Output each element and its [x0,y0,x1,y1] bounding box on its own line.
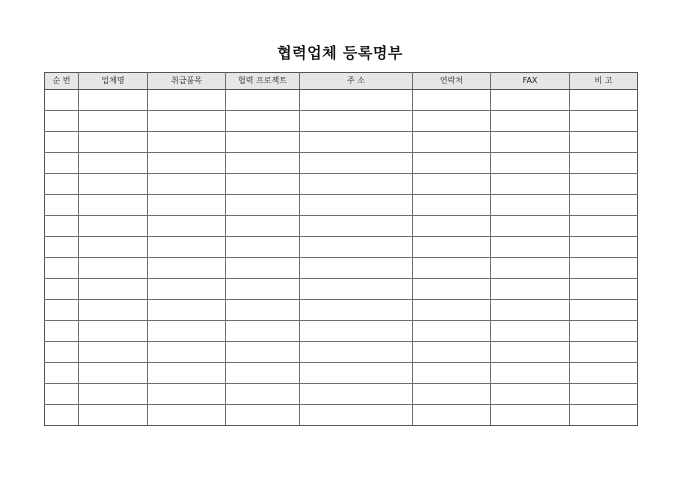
cell-items-handled[interactable] [148,132,226,153]
cell-address[interactable] [300,237,413,258]
cell-company-name[interactable] [79,279,148,300]
cell-address[interactable] [300,321,413,342]
table-row [45,90,638,111]
cell-address[interactable] [300,132,413,153]
partner-registry-table [44,72,638,426]
page-title: 협력업체 등록명부 [277,44,403,62]
cell-company-name[interactable] [79,363,148,384]
cell-fax[interactable] [491,300,570,321]
cell-contact[interactable] [413,111,491,132]
cell-number[interactable] [45,174,79,195]
cell-contact[interactable] [413,258,491,279]
cell-items-handled[interactable] [148,195,226,216]
cell-number[interactable] [45,90,79,111]
cell-number[interactable] [45,300,79,321]
cell-partner-project[interactable] [226,384,300,405]
cell-remarks[interactable] [570,384,638,405]
column-header-partner-project: 협력 프로젝트 [226,73,300,90]
cell-remarks[interactable] [570,363,638,384]
cell-contact[interactable] [413,195,491,216]
cell-partner-project[interactable] [226,153,300,174]
cell-company-name[interactable] [79,321,148,342]
cell-company-name[interactable] [79,237,148,258]
cell-remarks[interactable] [570,279,638,300]
cell-partner-project[interactable] [226,321,300,342]
column-header-items-handled: 취급품목 [148,73,226,90]
table-row [45,342,638,363]
cell-address[interactable] [300,258,413,279]
cell-remarks[interactable] [570,321,638,342]
cell-address[interactable] [300,153,413,174]
cell-contact[interactable] [413,384,491,405]
cell-contact[interactable] [413,300,491,321]
cell-address[interactable] [300,111,413,132]
cell-partner-project[interactable] [226,195,300,216]
cell-fax[interactable] [491,174,570,195]
table-row [45,216,638,237]
cell-items-handled[interactable] [148,111,226,132]
cell-number[interactable] [45,363,79,384]
cell-number[interactable] [45,216,79,237]
cell-contact[interactable] [413,132,491,153]
column-header-company-name: 업체명 [79,73,148,90]
cell-number[interactable] [45,132,79,153]
cell-items-handled[interactable] [148,384,226,405]
cell-contact[interactable] [413,342,491,363]
cell-partner-project[interactable] [226,216,300,237]
cell-partner-project[interactable] [226,405,300,426]
cell-address[interactable] [300,174,413,195]
cell-company-name[interactable] [79,405,148,426]
cell-contact[interactable] [413,153,491,174]
cell-fax[interactable] [491,153,570,174]
cell-address[interactable] [300,405,413,426]
cell-partner-project[interactable] [226,279,300,300]
cell-number[interactable] [45,405,79,426]
table-row [45,237,638,258]
cell-items-handled[interactable] [148,405,226,426]
cell-address[interactable] [300,363,413,384]
table-row [45,132,638,153]
cell-number[interactable] [45,342,79,363]
column-header-remarks: 비 고 [570,73,638,90]
cell-contact[interactable] [413,90,491,111]
table-row [45,153,638,174]
cell-contact[interactable] [413,237,491,258]
cell-remarks[interactable] [570,90,638,111]
cell-partner-project[interactable] [226,237,300,258]
table-row [45,405,638,426]
cell-company-name[interactable] [79,342,148,363]
cell-fax[interactable] [491,195,570,216]
cell-address[interactable] [300,90,413,111]
cell-contact[interactable] [413,321,491,342]
cell-address[interactable] [300,384,413,405]
cell-partner-project[interactable] [226,174,300,195]
cell-remarks[interactable] [570,258,638,279]
cell-partner-project[interactable] [226,90,300,111]
cell-company-name[interactable] [79,174,148,195]
table-header-row [45,73,638,90]
table-row [45,300,638,321]
cell-number[interactable] [45,195,79,216]
table-row [45,111,638,132]
cell-number[interactable] [45,384,79,405]
cell-items-handled[interactable] [148,258,226,279]
cell-remarks[interactable] [570,111,638,132]
cell-address[interactable] [300,279,413,300]
cell-contact[interactable] [413,405,491,426]
cell-number[interactable] [45,237,79,258]
cell-address[interactable] [300,195,413,216]
cell-number[interactable] [45,153,79,174]
cell-items-handled[interactable] [148,321,226,342]
cell-remarks[interactable] [570,195,638,216]
cell-company-name[interactable] [79,111,148,132]
table-row [45,258,638,279]
cell-company-name[interactable] [79,90,148,111]
table-row [45,384,638,405]
column-header-number: 순 번 [45,73,79,90]
cell-items-handled[interactable] [148,174,226,195]
cell-company-name[interactable] [79,300,148,321]
column-header-address: 주 소 [300,73,413,90]
table-row [45,174,638,195]
cell-company-name[interactable] [79,216,148,237]
cell-number[interactable] [45,111,79,132]
cell-fax[interactable] [491,405,570,426]
cell-partner-project[interactable] [226,342,300,363]
cell-contact[interactable] [413,279,491,300]
cell-company-name[interactable] [79,132,148,153]
cell-fax[interactable] [491,216,570,237]
cell-remarks[interactable] [570,153,638,174]
table-body [45,90,638,426]
cell-fax[interactable] [491,363,570,384]
cell-number[interactable] [45,321,79,342]
cell-fax[interactable] [491,111,570,132]
cell-fax[interactable] [491,237,570,258]
cell-fax[interactable] [491,321,570,342]
column-header-contact: 연락처 [413,73,491,90]
column-header-fax: FAX [491,73,570,90]
cell-company-name[interactable] [79,258,148,279]
table-row [45,321,638,342]
cell-fax[interactable] [491,384,570,405]
cell-partner-project[interactable] [226,111,300,132]
cell-items-handled[interactable] [148,342,226,363]
cell-fax[interactable] [491,342,570,363]
cell-partner-project[interactable] [226,300,300,321]
cell-fax[interactable] [491,132,570,153]
cell-items-handled[interactable] [148,216,226,237]
cell-remarks[interactable] [570,174,638,195]
cell-fax[interactable] [491,279,570,300]
cell-remarks[interactable] [570,405,638,426]
cell-address[interactable] [300,300,413,321]
cell-remarks[interactable] [570,237,638,258]
cell-contact[interactable] [413,174,491,195]
cell-address[interactable] [300,342,413,363]
cell-remarks[interactable] [570,342,638,363]
cell-remarks[interactable] [570,300,638,321]
cell-partner-project[interactable] [226,132,300,153]
cell-remarks[interactable] [570,216,638,237]
cell-number[interactable] [45,258,79,279]
cell-fax[interactable] [491,90,570,111]
cell-company-name[interactable] [79,384,148,405]
table-row [45,195,638,216]
cell-remarks[interactable] [570,132,638,153]
cell-fax[interactable] [491,258,570,279]
cell-company-name[interactable] [79,195,148,216]
cell-items-handled[interactable] [148,363,226,384]
table-row [45,363,638,384]
cell-items-handled[interactable] [148,300,226,321]
cell-contact[interactable] [413,363,491,384]
cell-items-handled[interactable] [148,279,226,300]
table-row [45,279,638,300]
cell-partner-project[interactable] [226,258,300,279]
cell-partner-project[interactable] [226,363,300,384]
cell-items-handled[interactable] [148,237,226,258]
cell-items-handled[interactable] [148,153,226,174]
cell-contact[interactable] [413,216,491,237]
cell-company-name[interactable] [79,153,148,174]
cell-items-handled[interactable] [148,90,226,111]
cell-address[interactable] [300,216,413,237]
cell-number[interactable] [45,279,79,300]
